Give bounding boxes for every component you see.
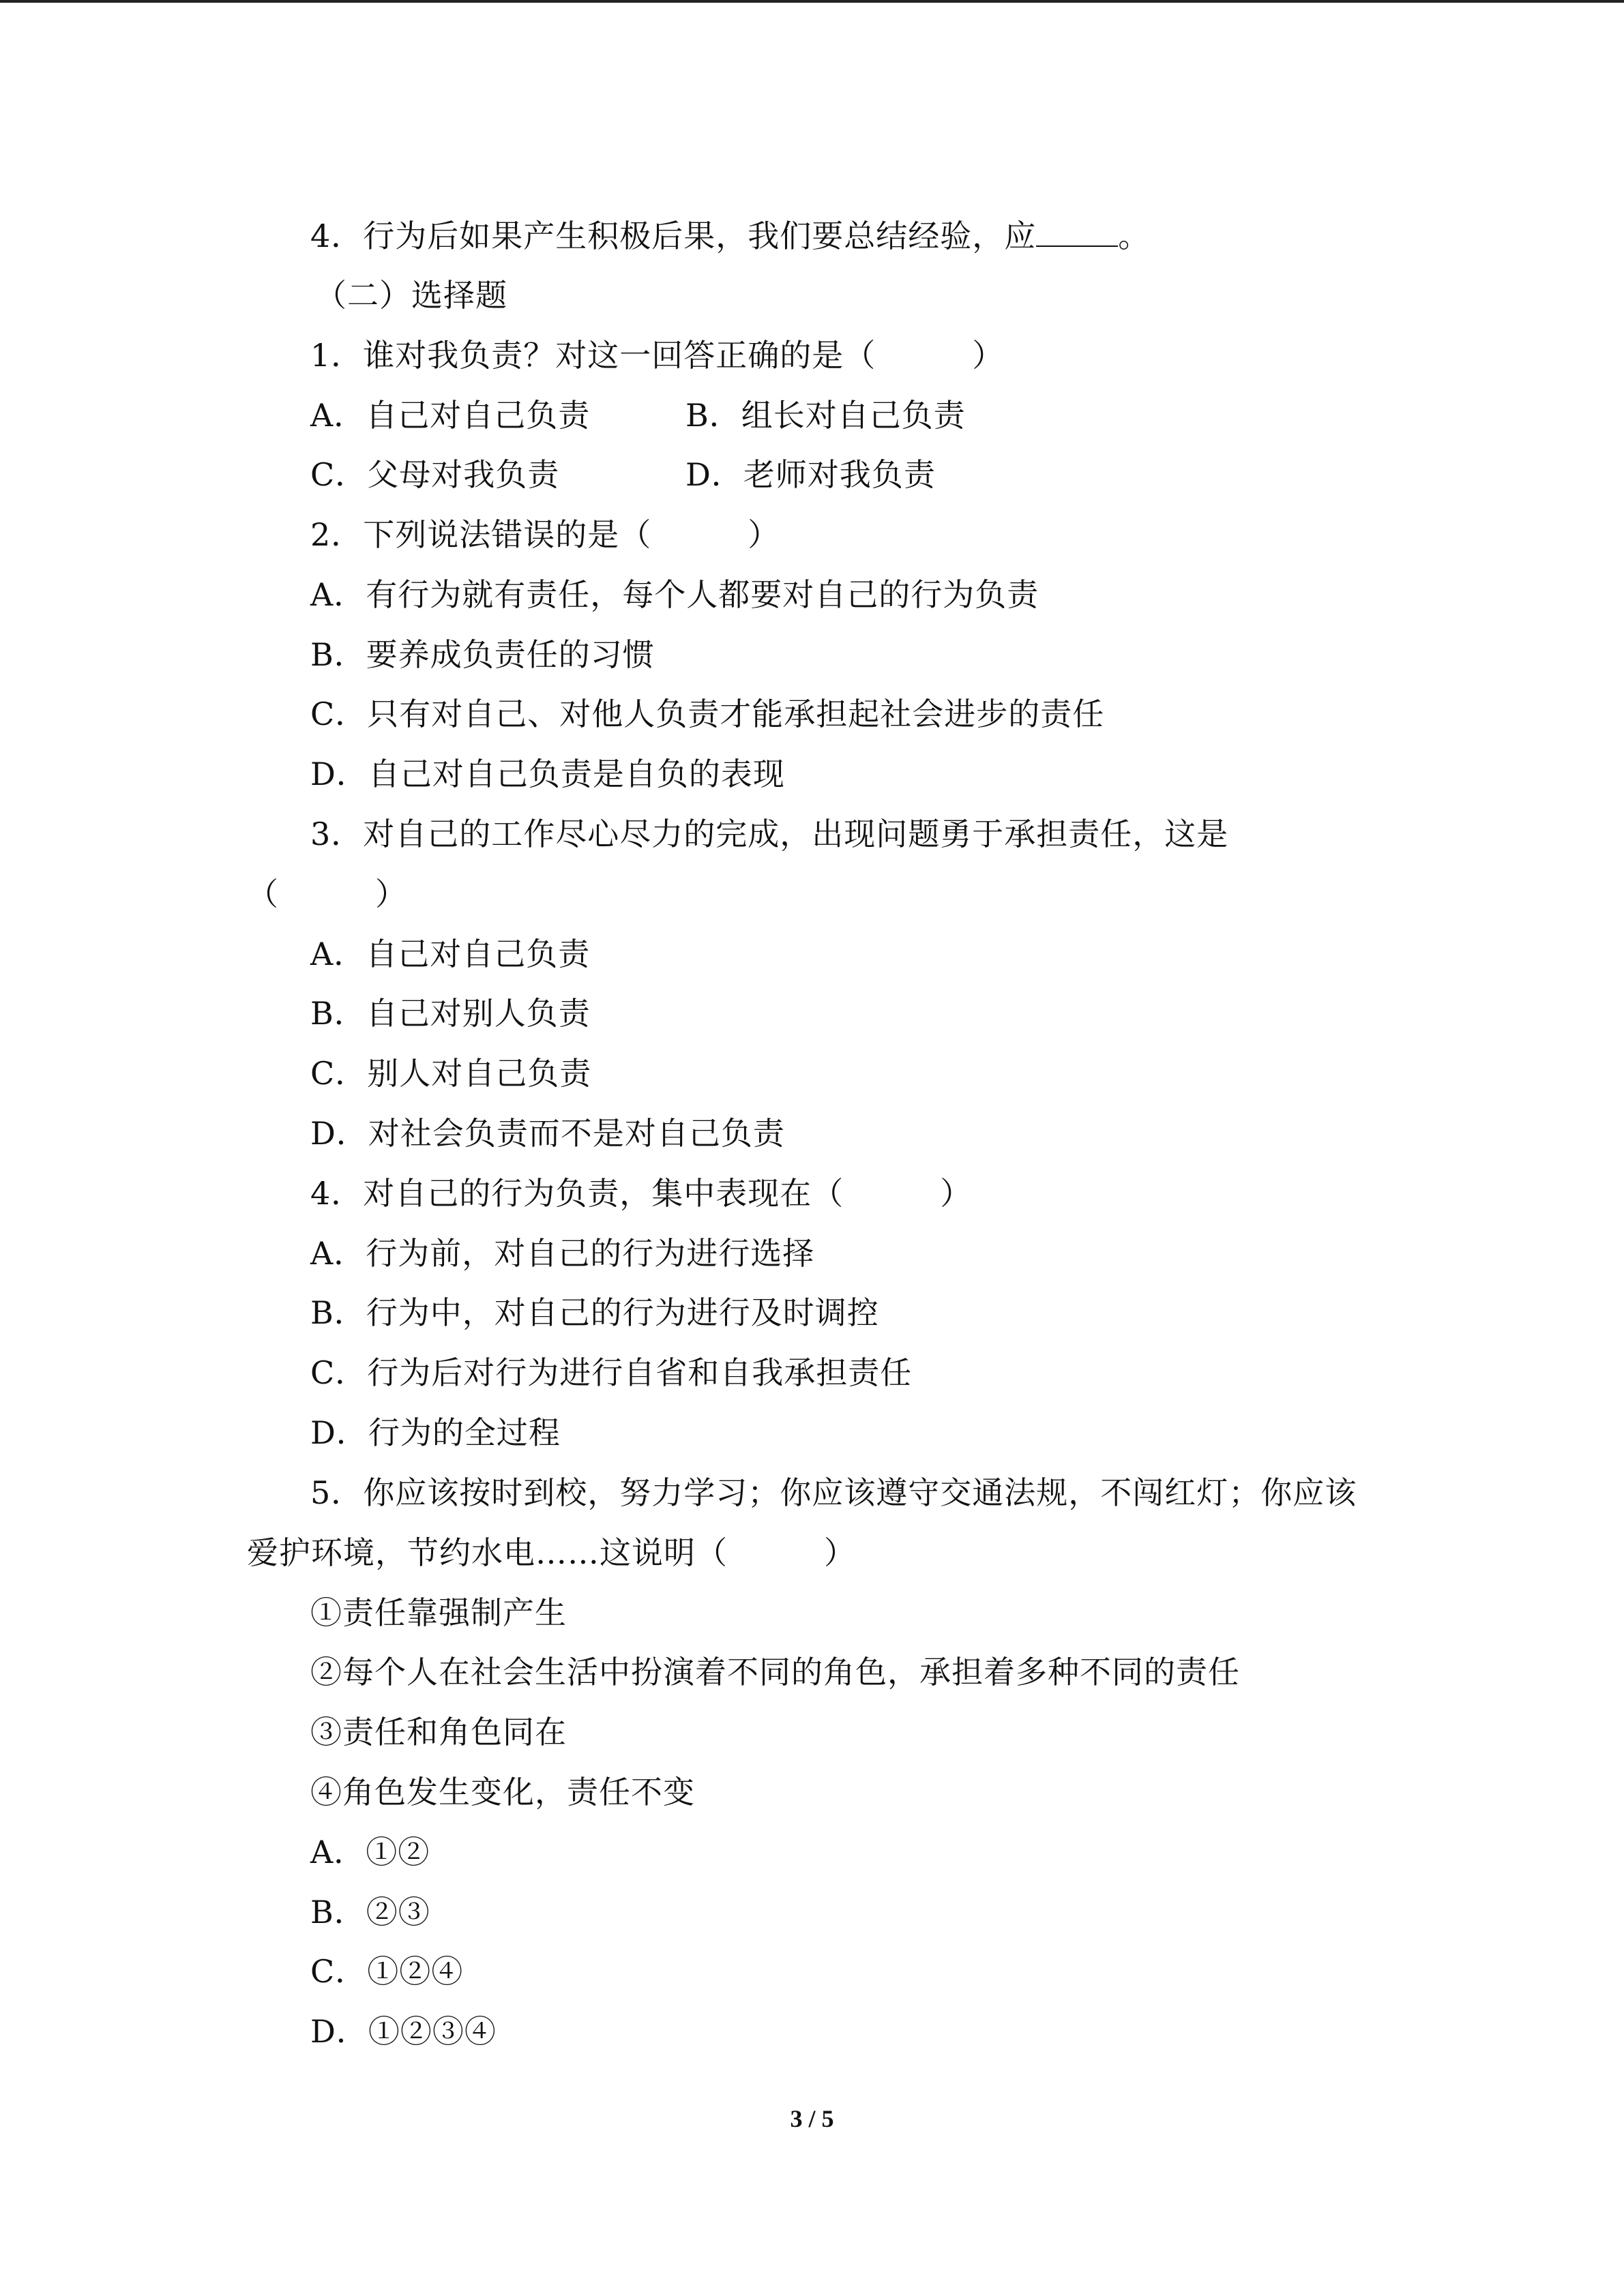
question-5-statement-4: ④角色发生变化，责任不变 [310,1774,695,1810]
question-5-option-d[interactable]: D．①②③④ [310,2013,497,2050]
question-5-stem-continued: 爱护环境，节约水电……这说明（ ） [247,1534,856,1571]
question-2-option-c[interactable]: C．只有对自己、对他人负责才能承担起社会进步的责任 [310,696,1105,732]
page-number: 3 / 5 [790,2105,834,2132]
question-3-stem: 3．对自己的工作尽心尽力的完成，出现问题勇于承担责任，这是 [310,816,1229,852]
question-4-option-d[interactable]: D．行为的全过程 [310,1414,561,1451]
question-4-option-a[interactable]: A．行为前，对自己的行为进行选择 [310,1235,815,1272]
question-4-option-c[interactable]: C．行为后对行为进行自省和自我承担责任 [310,1354,913,1391]
question-3-option-b[interactable]: B．自己对别人负责 [310,995,591,1032]
answer-blank[interactable] [1036,218,1118,247]
question-2-stem: 2．下列说法错误的是（ ） [310,516,780,553]
question-1-option-c[interactable]: C．父母对我负责 [310,456,560,493]
question-5-stem: 5．你应该按时到校，努力学习；你应该遵守交通法规，不闯红灯；你应该 [310,1474,1357,1511]
question-3-option-a[interactable]: A．自己对自己负责 [310,936,591,972]
question-2-option-b[interactable]: B．要养成负责任的习惯 [310,636,655,673]
question-4-option-b[interactable]: B．行为中，对自己的行为进行及时调控 [310,1294,879,1331]
question-3-option-d[interactable]: D．对社会负责而不是对自己负责 [310,1115,785,1152]
question-1-stem: 1．谁对我负责？对这一回答正确的是（ ） [310,337,1005,374]
question-5-option-c[interactable]: C．①②④ [310,1953,464,1990]
section-heading: （二）选择题 [315,277,507,314]
question-1-option-a[interactable]: A．自己对自己负责 [310,397,591,434]
question-1-option-b[interactable]: B．组长对自己负责 [685,397,966,434]
question-5-statement-1: ①责任靠强制产生 [310,1594,567,1631]
question-5-option-b[interactable]: B．②③ [310,1894,430,1930]
fill-in-question-4-text: 4．行为后如果产生积极后果，我们要总结经验，应 [310,218,1037,254]
fill-in-question-4 [310,215,1150,256]
question-2-option-d[interactable]: D．自己对自己负责是自负的表现 [310,756,785,792]
question-1-option-d[interactable]: D．老师对我负责 [685,456,936,493]
question-3-option-c[interactable]: C．别人对自己负责 [310,1055,592,1092]
question-5-statement-3: ③责任和角色同在 [310,1714,567,1750]
question-3-stem-continued: （ ） [247,876,407,912]
question-5-statement-2: ②每个人在社会生活中扮演着不同的角色，承担着多种不同的责任 [310,1654,1240,1690]
question-2-option-a[interactable]: A．有行为就有责任，每个人都要对自己的行为负责 [310,576,1039,613]
question-5-option-a[interactable]: A．①② [310,1834,430,1870]
fill-in-question-4-end: 。 [1118,218,1151,254]
question-4-stem: 4．对自己的行为负责，集中表现在（ ） [310,1175,973,1212]
